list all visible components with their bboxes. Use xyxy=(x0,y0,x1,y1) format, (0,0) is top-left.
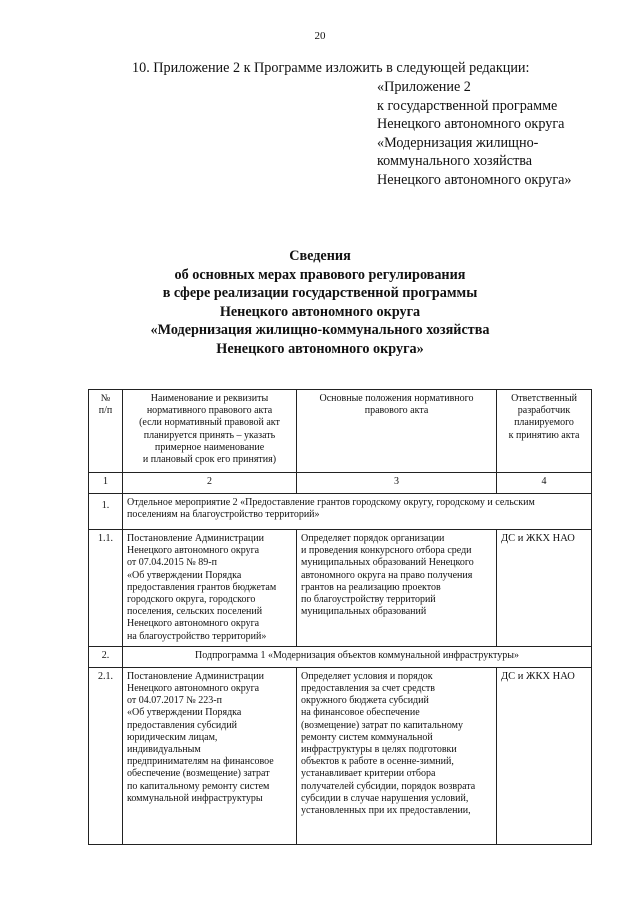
heading-line: Ненецкого автономного округа» xyxy=(216,340,424,357)
act-name-cell: Постановление Администрации Ненецкого автономного округа от 07.04.2015 № 89-п «Об утверждении Порядка предоставления грантов бюджетам городского округа, городского поселения, сельских поселений Ненецкого автономного округа на благоустройство территорий» xyxy=(123,530,297,647)
appendix-line: к государственной программе xyxy=(377,97,558,114)
row-number: 1.1. xyxy=(89,530,123,647)
document-heading xyxy=(0,247,640,359)
appendix-note xyxy=(377,78,572,189)
heading-line: Сведения xyxy=(289,248,351,264)
section-title: Подпрограмма 1 «Модернизация объектов коммунальной инфраструктуры» xyxy=(123,646,592,667)
column-number: 4 xyxy=(497,473,592,494)
appendix-line: «Приложение 2 xyxy=(377,79,471,95)
column-number: 2 xyxy=(123,473,297,494)
column-number: 1 xyxy=(89,473,123,494)
table-row xyxy=(89,667,592,844)
intro-text: 10. Приложение 2 к Программе изложить в следующей редакции: xyxy=(132,60,530,76)
header-provisions: Основные положения нормативного правового акта xyxy=(297,390,497,473)
row-number: 2.1. xyxy=(89,667,123,844)
row-number: 2. xyxy=(89,646,123,667)
heading-line: в сфере реализации государственной программы xyxy=(162,285,478,302)
column-number-row xyxy=(89,473,592,494)
provisions-cell: Определяет порядок организации и проведения конкурсного отбора среди муниципальных образований Ненецкого автономного округа на право получения грантов на реализацию проектов по благоустройству территорий муниципальных образований xyxy=(297,530,497,647)
column-number: 3 xyxy=(297,473,497,494)
appendix-line: Ненецкого автономного округа» xyxy=(377,171,572,188)
table-header-row xyxy=(89,390,592,473)
section-title: Отдельное мероприятие 2 «Предоставление грантов городскому округу, городскому и сельским поселениям на благоустройство территорий» xyxy=(123,494,592,530)
heading-line: об основных мерах правового регулирования xyxy=(174,266,466,283)
heading-line: Ненецкого автономного округа xyxy=(219,303,421,320)
header-name: Наименование и реквизиты нормативного правового акта (если нормативный правовой акт планируется принять – указать примерное наименование и плановый срок его принятия) xyxy=(123,390,297,473)
section-row-2 xyxy=(89,646,592,667)
header-responsible: Ответственный разработчик планируемого к принятию акта xyxy=(497,390,592,473)
responsible-cell: ДС и ЖКХ НАО xyxy=(497,667,592,844)
act-name-cell: Постановление Администрации Ненецкого автономного округа от 04.07.2017 № 223-п «Об утверждении Порядка предоставления субсидий юридическим лицам, индивидуальным предпринимателям на финансовое обеспечение (возмещение) затрат по капитальному ремонту систем коммунальной инфраструктуры xyxy=(123,667,297,844)
regulation-table xyxy=(88,389,592,845)
appendix-line: «Модернизация жилищно- xyxy=(377,134,539,151)
responsible-cell: ДС и ЖКХ НАО xyxy=(497,530,592,647)
section-row-1 xyxy=(89,494,592,530)
header-num: № п/п xyxy=(89,390,123,473)
provisions-cell: Определяет условия и порядок предоставления за счет средств окружного бюджета субсидий на финансовое обеспечение (возмещение) затрат по капитальному ремонту систем коммунальной инфраструктуры в целях подготовки объектов к работе в осенне-зимний, устанавливает критерии отбора получателей субсидии, порядок возврата субсидии в случае нарушения условий, установленных при их предоставлении, xyxy=(297,667,497,844)
row-number: 1. xyxy=(89,494,123,530)
page-number: 20 xyxy=(314,30,326,42)
appendix-line: коммунального хозяйства xyxy=(377,153,533,169)
heading-line: «Модернизация жилищно-коммунального хозяйства xyxy=(150,322,490,339)
appendix-line: Ненецкого автономного округа xyxy=(377,116,565,132)
table-row xyxy=(89,530,592,647)
